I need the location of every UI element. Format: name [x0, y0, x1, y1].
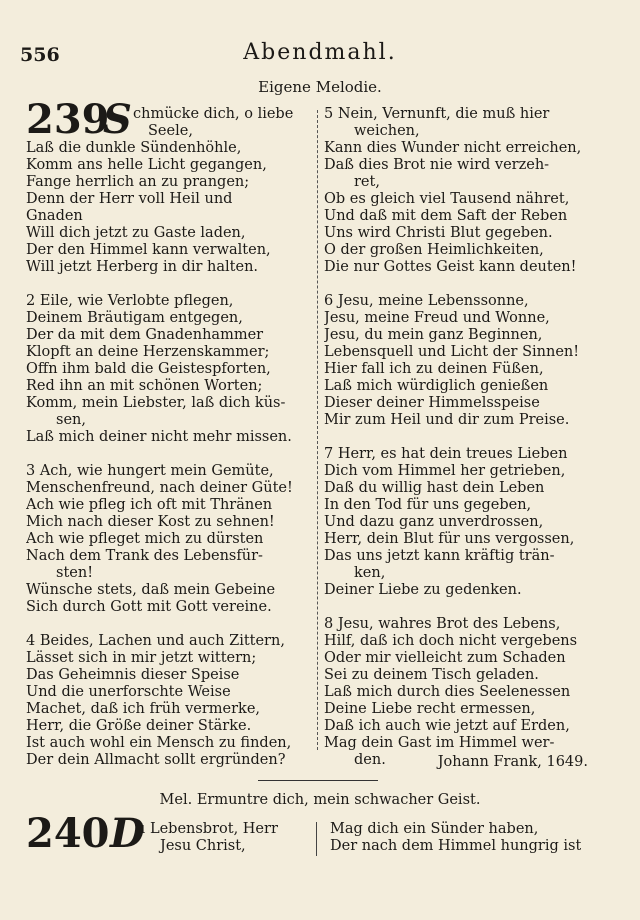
verse-line: Uns wird Christi Blut gegeben.: [324, 225, 553, 241]
verse-line: Hilf, daß ich doch nicht vergebens: [324, 633, 578, 649]
verse-line: u Lebensbrot, Herr: [136, 821, 278, 837]
verse-line: Lässet sich in mir jetzt wittern;: [26, 650, 257, 666]
verse-line: 8 Jesu, wahres Brot des Lebens,: [324, 616, 561, 632]
left-column: [26, 106, 311, 769]
hymn240-left-lines: [136, 821, 278, 855]
verse-line: Mich nach dieser Kost zu sehnen!: [26, 514, 275, 530]
hymn240-divider: [316, 822, 317, 856]
verse-line: Herr, dein Blut für uns vergossen,: [324, 531, 575, 547]
verse-line: 6 Jesu, meine Lebenssonne,: [324, 293, 529, 309]
verse-line: O der großen Heimlichkeiten,: [324, 242, 544, 258]
verse-line: Und die unerforschte Weise: [26, 684, 231, 700]
verse-line: Menschenfreund, nach deiner Güte!: [26, 480, 293, 496]
verse-line: Jesu, meine Freud und Wonne,: [324, 310, 550, 326]
verse-line: Mag dich ein Sünder haben,: [330, 821, 539, 837]
verse-line: Kann dies Wunder nicht erreichen,: [324, 140, 582, 156]
verse-line: Ach wie pfleg ich oft mit Thränen: [26, 497, 273, 513]
verse-line: den.: [354, 752, 386, 768]
verse-line: Laß die dunkle Sündenhöhle,: [26, 140, 242, 156]
verse-line: 2 Eile, wie Verlobte pflegen,: [26, 293, 234, 309]
verse-line: Fange herrlich an zu prangen;: [26, 174, 250, 190]
hymn240-right-lines: [330, 821, 581, 855]
verse-line: Gnaden: [26, 208, 83, 224]
verse-line: Klopft an deine Herzenskammer;: [26, 344, 270, 360]
verse-line: ken,: [354, 565, 386, 581]
dropcap-239: S: [103, 96, 132, 143]
separator-rule: [258, 780, 378, 781]
column-divider: [317, 110, 318, 750]
verse-line: Mir zum Heil und dir zum Preise.: [324, 412, 570, 428]
verse-line: Sich durch Gott mit Gott vereine.: [26, 599, 272, 615]
verse-line: Der nach dem Himmel hungrig ist: [330, 838, 582, 854]
verse-line: Daß du willig hast dein Leben: [324, 480, 545, 496]
verse-line: Komm ans helle Licht gegangen,: [26, 157, 267, 173]
verse-line: Daß ich auch wie jetzt auf Erden,: [324, 718, 570, 734]
verse-line: 3 Ach, wie hungert mein Gemüte,: [26, 463, 274, 479]
verse-line: Lebensquell und Licht der Sinnen!: [324, 344, 580, 360]
hymn-number-240: 240: [26, 810, 110, 857]
verse-line: Dich vom Himmel her getrieben,: [324, 463, 566, 479]
verse-line: Seele,: [148, 123, 193, 139]
verse-line: Der den Himmel kann verwalten,: [26, 242, 271, 258]
verse-line: Nach dem Trank des Lebensfür-: [26, 548, 263, 564]
page-title: Abendmahl.: [243, 40, 397, 65]
stanza-gap: [324, 276, 608, 293]
verse-line: Ist auch wohl ein Mensch zu finden,: [26, 735, 292, 751]
verse-line: Deinem Bräutigam entgegen,: [26, 310, 243, 326]
verse-line: Laß mich würdiglich genießen: [324, 378, 549, 394]
verse-line: Laß mich durch dies Seelenessen: [324, 684, 571, 700]
verse-line: sen,: [56, 412, 86, 428]
verse-line: 5 Nein, Vernunft, die muß hier: [324, 106, 550, 122]
verse-line: Der da mit dem Gnadenhammer: [26, 327, 264, 343]
verse-line: Will jetzt Herberg in dir halten.: [26, 259, 259, 275]
verse-line: Und dazu ganz unverdrossen,: [324, 514, 544, 530]
stanza-gap: [324, 599, 608, 616]
verse-line: Ach wie pfleget mich zu dürsten: [26, 531, 264, 547]
verse-line: Hier fall ich zu deinen Füßen,: [324, 361, 544, 377]
verse-line: Herr, die Größe deiner Stärke.: [26, 718, 252, 734]
hymn-number-239: 239: [26, 96, 110, 143]
verse-line: Deine Liebe recht ermessen,: [324, 701, 536, 717]
melody-line-240: Mel. Ermuntre dich, mein schwacher Geist.: [159, 792, 481, 808]
verse-line: Dieser deiner Himmelsspeise: [324, 395, 540, 411]
right-column: [324, 106, 608, 769]
verse-line: Red ihn an mit schönen Worten;: [26, 378, 263, 394]
verse-line: In den Tod für uns gegeben,: [324, 497, 532, 513]
melody-heading: Eigene Melodie.: [258, 78, 382, 96]
verse-line: Oder mir vielleicht zum Schaden: [324, 650, 566, 666]
verse-line: Komm, mein Liebster, laß dich küs-: [26, 395, 286, 411]
stanza-gap: [26, 616, 311, 633]
verse-line: Machet, daß ich früh vermerke,: [26, 701, 261, 717]
verse-line: Das Geheimnis dieser Speise: [26, 667, 240, 683]
verse-line: Mag dein Gast im Himmel wer-: [324, 735, 555, 751]
verse-line: 4 Beides, Lachen und auch Zittern,: [26, 633, 285, 649]
verse-line: Laß mich deiner nicht mehr missen.: [26, 429, 292, 445]
verse-line: Deiner Liebe zu gedenken.: [324, 582, 522, 598]
verse-line: Öffn ihm bald die Geistespforten,: [26, 361, 271, 377]
verse-line: Denn der Herr voll Heil und: [26, 191, 233, 207]
verse-line: Und daß mit dem Saft der Reben: [324, 208, 568, 224]
verse-line: Der dein Allmacht sollt ergründen?: [26, 752, 286, 768]
verse-line: Sei zu deinem Tisch geladen.: [324, 667, 539, 683]
verse-line: weichen,: [354, 123, 420, 139]
hymn-author: Johann Frank, 1649.: [437, 754, 588, 770]
verse-line: Das uns jetzt kann kräftig trän-: [324, 548, 555, 564]
verse-line: chmücke dich, o liebe: [133, 106, 294, 122]
verse-line: Jesu, du mein ganz Beginnen,: [324, 327, 543, 343]
verse-line: Jesu Christ,: [160, 838, 246, 854]
verse-line: 7 Herr, es hat dein treues Lieben: [324, 446, 568, 462]
dropcap-240: D: [110, 810, 145, 857]
stanza-gap: [26, 446, 311, 463]
stanza-gap: [324, 429, 608, 446]
page-number: 556: [20, 44, 60, 66]
verse-line: sten!: [56, 565, 94, 581]
verse-line: Daß dies Brot nie wird verzeh-: [324, 157, 550, 173]
verse-line: Die nur Gottes Geist kann deuten!: [324, 259, 577, 275]
verse-line: Ob es gleich viel Tausend nähret,: [324, 191, 570, 207]
verse-line: ret,: [354, 174, 380, 190]
verse-line: Wünsche stets, daß mein Gebeine: [26, 582, 276, 598]
stanza-gap: [26, 276, 311, 293]
verse-line: Will dich jetzt zu Gaste laden,: [26, 225, 246, 241]
